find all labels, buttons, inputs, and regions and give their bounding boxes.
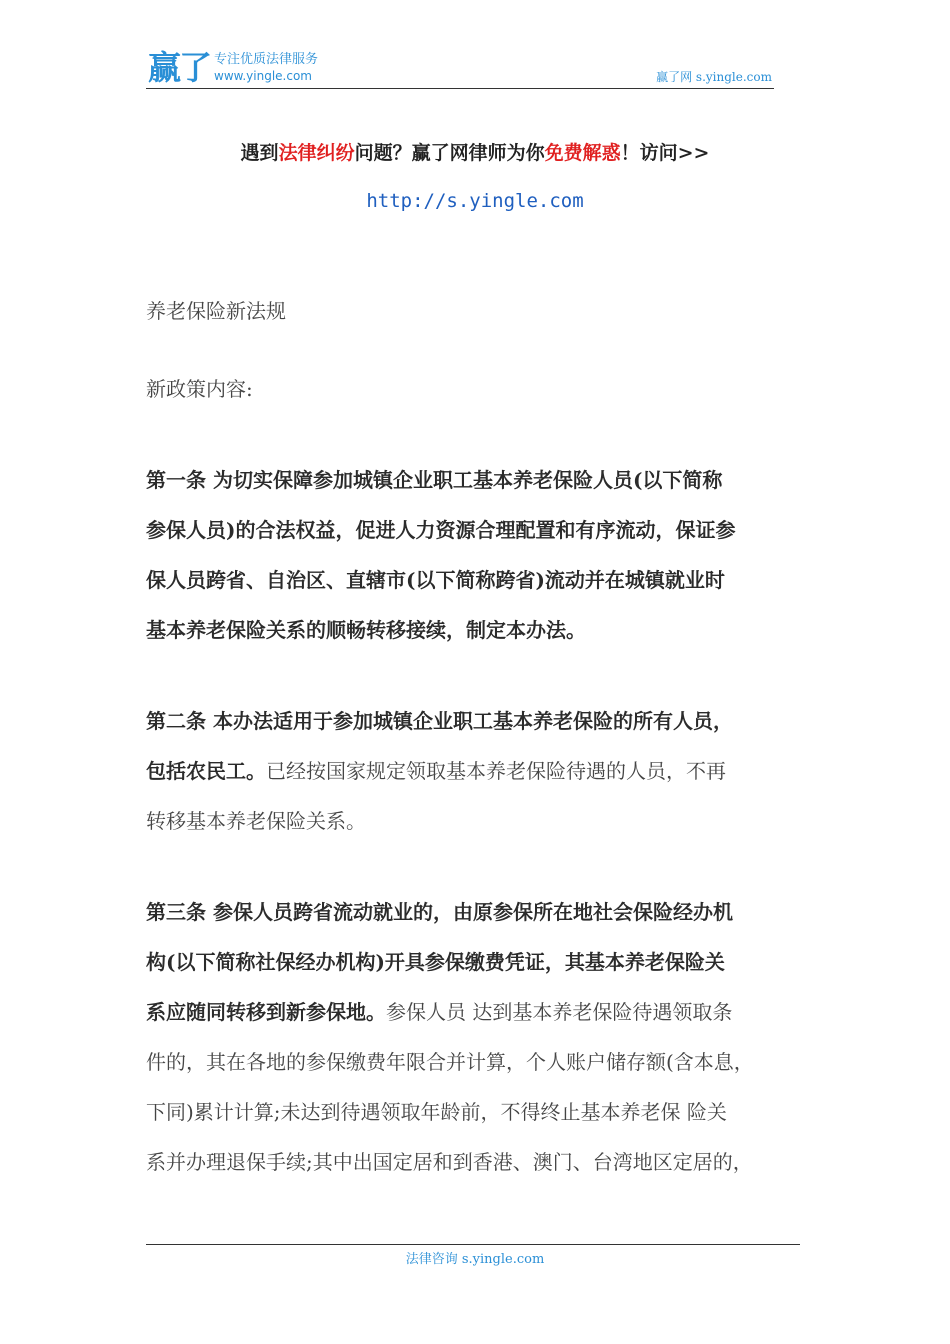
banner-link[interactable]: http://s.yingle.com [366,190,584,212]
footer-consult-link[interactable]: 法律咨询 s.yingle.com [405,1252,545,1267]
article-3 [146,887,812,1187]
article-title: 养老保险新法规 [146,299,286,323]
header-site-link[interactable]: 赢了网 s.yingle.com [656,70,772,84]
article-1-line: 基本养老保险关系的顺畅转移接续，制定本办法。 [146,618,586,642]
yingle-logo[interactable]: 赢了 [148,48,210,87]
logo-slogan: 专注优质法律服务 [214,52,319,67]
banner-highlight-free: 免费解惑 [544,142,621,164]
banner-text-2: 问题？赢了网律师为你 [354,142,545,164]
article-2-line: 转移基本养老保险关系。 [146,809,366,833]
article-2 [146,696,812,846]
article-1-line: 参保人员)的合法权益，促进人力资源合理配置和有序流动，保证参 [146,518,736,542]
article-2-bold: 包括农民工。 [146,759,266,783]
article-2-line [146,746,812,796]
article-subtitle: 新政策内容: [146,377,253,401]
article-body [146,286,812,1187]
article-1 [146,455,812,655]
article-1-line: 保人员跨省、自治区、直辖市(以下简称跨省)流动并在城镇就业时 [146,568,725,592]
banner-text-1: 遇到 [240,142,279,164]
page-header [146,48,774,89]
article-3-line [146,987,812,1037]
banner-highlight-legal-dispute: 法律纠纷 [278,142,355,164]
article-3-text: 参保人员 达到基本养老保险待遇领取条 [386,1000,733,1024]
article-2-line: 第二条 本办法适用于参加城镇企业职工基本养老保险的所有人员， [146,709,733,733]
article-3-line: 下同)累计计算;未达到待遇领取年龄前，不得终止基本养老保 险关 [146,1100,727,1124]
article-3-line: 系并办理退保手续;其中出国定居和到香港、澳门、台湾地区定居的， [146,1150,753,1174]
promo-banner [0,138,950,165]
article-3-line: 第三条 参保人员跨省流动就业的，由原参保所在地社会保险经办机 [146,900,733,924]
article-3-bold: 系应随同转移到新参保地。 [146,1000,386,1024]
footer-divider [146,1244,800,1245]
article-2-text: 已经按国家规定领取基本养老保险待遇的人员，不再 [266,759,726,783]
article-3-line: 件的，其在各地的参保缴费年限合并计算，个人账户储存额(含本息， [146,1050,754,1074]
banner-text-3: ！访问>> [620,142,710,164]
article-1-line: 第一条 为切实保障参加城镇企业职工基本养老保险人员(以下简称 [146,468,723,492]
article-3-line: 构(以下简称社保经办机构)开具参保缴费凭证，其基本养老保险关 [146,950,725,974]
logo-url[interactable]: www.yingle.com [214,69,312,83]
